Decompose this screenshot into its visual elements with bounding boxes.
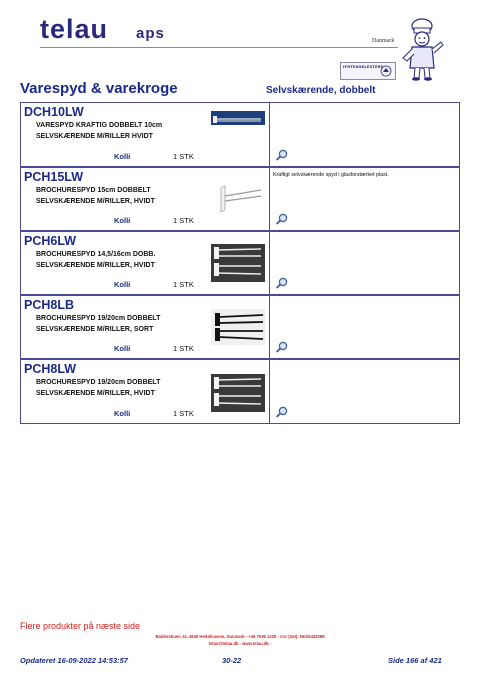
zoom-icon[interactable] — [275, 341, 289, 353]
more-products-link[interactable]: Flere produkter på næste side — [20, 621, 141, 631]
product-description: Kraftigt selvskærende spyd i glasforstærket plast. — [273, 172, 389, 178]
quantity: 1 STK — [173, 280, 194, 289]
zoom-icon[interactable] — [275, 406, 289, 418]
company-contact[interactable]: telau@telau.dk - www.telau.dk - — [208, 641, 272, 646]
product-card — [20, 102, 460, 167]
page-title: Varespyd & varekroge — [20, 80, 178, 97]
header-divider — [40, 47, 398, 48]
product-info — [21, 168, 270, 230]
product-image[interactable] — [211, 244, 265, 282]
certification-badge — [340, 62, 396, 80]
product-line: SELVSKÆRENDE M/RILLER, SORT — [36, 326, 154, 333]
brand-suffix: aps — [136, 25, 165, 42]
product-info — [21, 103, 270, 166]
product-line: BROCHURESPYD 19/20cm DOBBELT — [36, 315, 161, 322]
product-image[interactable] — [211, 111, 265, 125]
product-code: PCH8LW — [24, 362, 77, 376]
section-number: 30-22 — [222, 656, 242, 665]
chef-mascot-icon — [398, 16, 446, 82]
product-code: PCH15LW — [24, 170, 84, 184]
product-line: SELVSKÆRENDE M/RILLER HVIDT — [36, 133, 153, 140]
brand-logo: telau — [40, 14, 109, 44]
product-line: SELVSKÆRENDE M/RILLER, HVIDT — [36, 262, 155, 269]
product-image[interactable] — [211, 374, 265, 412]
product-line: SELVSKÆRENDE M/RILLER, HVIDT — [36, 390, 155, 397]
zoom-icon[interactable] — [275, 149, 289, 161]
quantity: 1 STK — [173, 216, 194, 225]
product-card — [20, 167, 460, 231]
product-image[interactable] — [211, 182, 265, 214]
product-info — [21, 296, 270, 358]
product-line: SELVSKÆRENDE M/RILLER, HVIDT — [36, 198, 155, 205]
quantity: 1 STK — [173, 152, 194, 161]
kolli-label: Kolli — [114, 216, 131, 225]
kolli-label: Kolli — [114, 344, 131, 353]
product-card — [20, 231, 460, 295]
product-card — [20, 359, 460, 424]
updated-timestamp: Opdateret 16-09-2022 14:53:57 — [20, 656, 128, 665]
quantity: 1 STK — [173, 344, 194, 353]
country-label: Danmark — [372, 38, 395, 44]
page-subtitle: Selvskærende, dobbelt — [266, 85, 376, 96]
kolli-label: Kolli — [114, 280, 131, 289]
product-image[interactable] — [211, 309, 265, 345]
product-code: DCH10LW — [24, 105, 84, 119]
badge-text: IPHTEKOKLEGTERE — [343, 65, 384, 69]
company-address: Baldersbuen 14, 2640 Hedehusene, Danmark - +45 7036 1220 - Cvr (Vat): DK25432088 — [155, 634, 325, 639]
zoom-icon[interactable] — [275, 277, 289, 289]
product-info — [21, 360, 270, 423]
zoom-icon[interactable] — [275, 213, 289, 225]
product-line: VARESPYD KRAFTIG DOBBELT 10cm — [36, 122, 163, 129]
product-card — [20, 295, 460, 359]
quantity: 1 STK — [173, 409, 194, 418]
product-code: PCH8LB — [24, 298, 75, 312]
product-line: BROCHURESPYD 15cm DOBBELT — [36, 187, 151, 194]
product-code: PCH6LW — [24, 234, 77, 248]
page-number: Side 166 af 421 — [388, 656, 442, 665]
kolli-label: Kolli — [114, 409, 131, 418]
kolli-label: Kolli — [114, 152, 131, 161]
product-line: BROCHURESPYD 14,5/16cm DOBB. — [36, 251, 156, 258]
product-line: BROCHURESPYD 19/20cm DOBBELT — [36, 379, 161, 386]
product-info — [21, 232, 270, 294]
